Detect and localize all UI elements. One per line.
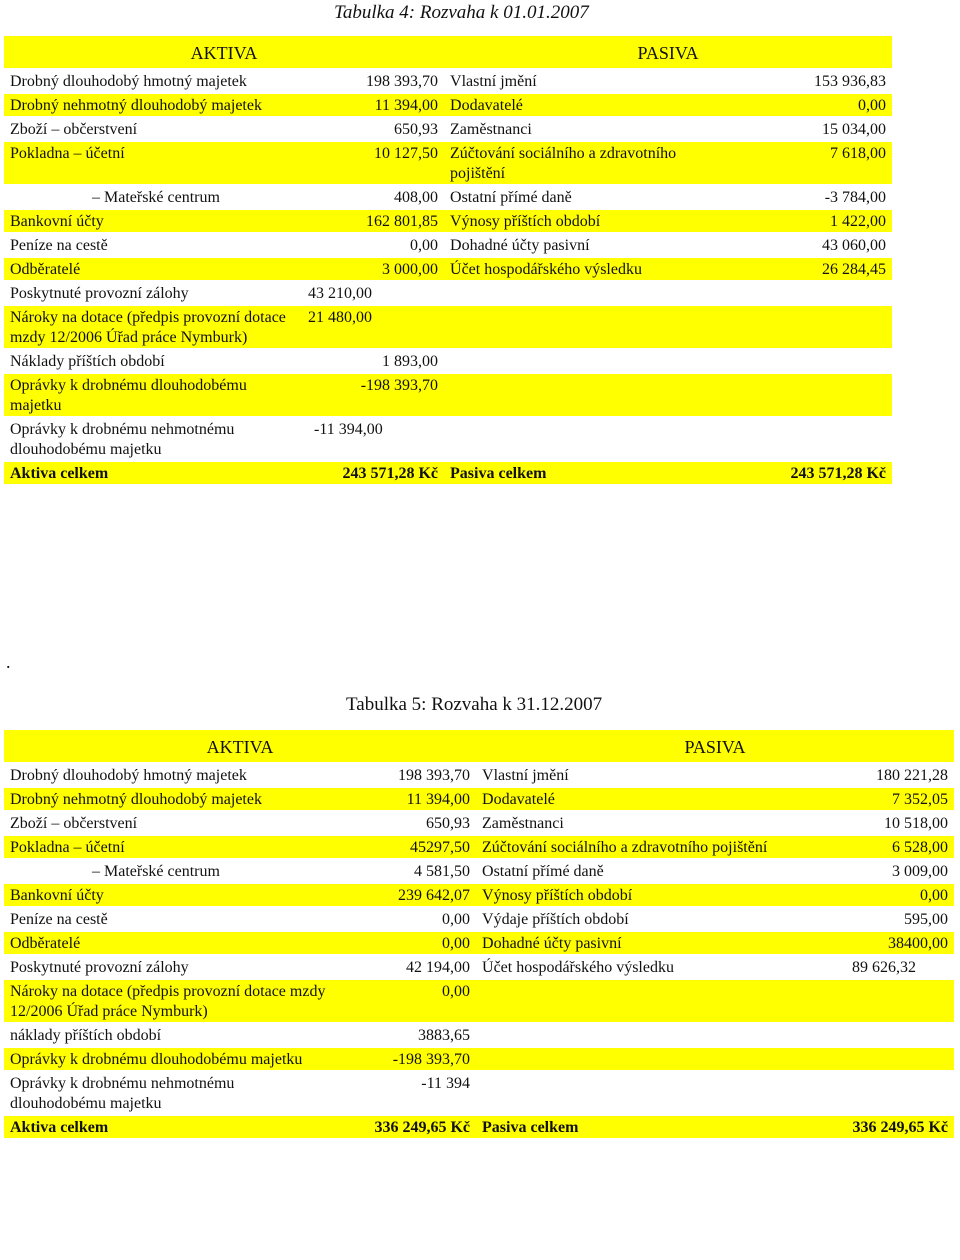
asset-value: -198 393,70 (334, 1048, 476, 1072)
liability-label: Dodavatelé (476, 788, 846, 812)
liability-label: Dodavatelé (444, 94, 744, 118)
asset-label: Pokladna – účetní (4, 836, 334, 860)
liability-label: Výnosy příštích období (444, 210, 744, 234)
asset-label: Odběratelé (4, 258, 294, 282)
assets-header: AKTIVA (4, 730, 476, 764)
asset-value: 198 393,70 (294, 70, 444, 94)
liability-label: Dohadné účty pasivní (476, 932, 846, 956)
liability-value: 0,00 (744, 94, 892, 118)
asset-label: Zboží – občerstvení (4, 812, 334, 836)
asset-value: 11 394,00 (334, 788, 476, 812)
liabilities-header: PASIVA (444, 36, 892, 70)
liability-label: Vlastní jmění (444, 70, 744, 94)
empty-cell (444, 350, 892, 374)
assets-total-value: 243 571,28 Kč (294, 462, 444, 486)
asset-label: Drobný dlouhodobý hmotný majetek (4, 764, 334, 788)
asset-value: 239 642,07 (334, 884, 476, 908)
asset-label: Drobný nehmotný dlouhodobý majetek (4, 94, 294, 118)
asset-value: 0,00 (334, 980, 476, 1024)
table4-caption: Tabulka 4: Rozvaha k 01.01.2007 (334, 2, 589, 23)
asset-label: Náklady příštích období (4, 350, 294, 374)
liability-value: 3 009,00 (846, 860, 954, 884)
asset-label: Nároky na dotace (předpis provozní dotace mzdy 12/2006 Úřad práce Nymburk) (4, 980, 334, 1024)
assets-total-value: 336 249,65 Kč (334, 1116, 476, 1140)
asset-value: 0,00 (294, 234, 444, 258)
asset-value: -11 394,00 (294, 418, 444, 462)
asset-value: 650,93 (334, 812, 476, 836)
asset-label: Bankovní účty (4, 210, 294, 234)
liability-label: Výdaje příštích období (476, 908, 846, 932)
asset-value: 11 394,00 (294, 94, 444, 118)
asset-value: 4 581,50 (334, 860, 476, 884)
asset-label: Drobný nehmotný dlouhodobý majetek (4, 788, 334, 812)
liability-value: 0,00 (846, 884, 954, 908)
empty-cell (476, 1048, 954, 1072)
liabilities-total-value: 336 249,65 Kč (846, 1116, 954, 1140)
liability-value: 180 221,28 (846, 764, 954, 788)
asset-value: 408,00 (294, 186, 444, 210)
liability-label: Zaměstnanci (476, 812, 846, 836)
liability-value: 10 518,00 (846, 812, 954, 836)
asset-label: Drobný dlouhodobý hmotný majetek (4, 70, 294, 94)
asset-label: – Mateřské centrum (4, 860, 334, 884)
table5-caption: Tabulka 5: Rozvaha k 31.12.2007 (346, 694, 603, 715)
asset-value: 42 194,00 (334, 956, 476, 980)
asset-value: 3883,65 (334, 1024, 476, 1048)
liabilities-total-label: Pasiva celkem (444, 462, 744, 486)
asset-value: 650,93 (294, 118, 444, 142)
asset-label: Pokladna – účetní (4, 142, 294, 186)
liabilities-total-label: Pasiva celkem (476, 1116, 846, 1140)
liability-label: Zúčtování sociálního a zdravotního pojištění (476, 836, 846, 860)
liability-value: 38400,00 (846, 932, 954, 956)
asset-label: Oprávky k drobnému dlouhodobému majetku (4, 374, 294, 418)
asset-label: náklady příštích období (4, 1024, 334, 1048)
asset-label: Poskytnuté provozní zálohy (4, 956, 334, 980)
empty-cell (444, 282, 892, 306)
liability-label: Ostatní přímé daně (476, 860, 846, 884)
liability-value: 7 352,05 (846, 788, 954, 812)
empty-cell (476, 1024, 954, 1048)
asset-label: Poskytnuté provozní zálohy (4, 282, 294, 306)
empty-cell (444, 306, 892, 350)
asset-label: Zboží – občerstvení (4, 118, 294, 142)
liability-label: Ostatní přímé daně (444, 186, 744, 210)
liability-label: Zaměstnanci (444, 118, 744, 142)
liability-value: 7 618,00 (744, 142, 892, 186)
asset-label: Oprávky k drobnému nehmotnému dlouhodobému majetku (4, 418, 294, 462)
liability-label: Dohadné účty pasivní (444, 234, 744, 258)
asset-label: Peníze na cestě (4, 234, 294, 258)
liabilities-header: PASIVA (476, 730, 954, 764)
asset-label: Bankovní účty (4, 884, 334, 908)
balance-sheet-table-2007-01 (4, 36, 892, 486)
liability-value: 1 422,00 (744, 210, 892, 234)
asset-label: Peníze na cestě (4, 908, 334, 932)
liability-value: 89 626,32 (846, 956, 954, 980)
liability-value: 6 528,00 (846, 836, 954, 860)
asset-label: Oprávky k drobnému dlouhodobému majetku (4, 1048, 334, 1072)
asset-value: 45297,50 (334, 836, 476, 860)
asset-value: 10 127,50 (294, 142, 444, 186)
empty-cell (444, 418, 892, 462)
liabilities-total-value: 243 571,28 Kč (744, 462, 892, 486)
separator-dot: . (6, 652, 11, 672)
assets-header: AKTIVA (4, 36, 444, 70)
liability-value: 43 060,00 (744, 234, 892, 258)
asset-value: 1 893,00 (294, 350, 444, 374)
liability-label: Účet hospodářského výsledku (444, 258, 744, 282)
assets-total-label: Aktiva celkem (4, 462, 294, 486)
asset-value: -11 394 (334, 1072, 476, 1116)
liability-value: 15 034,00 (744, 118, 892, 142)
liability-value: 153 936,83 (744, 70, 892, 94)
asset-value: 21 480,00 (294, 306, 444, 350)
asset-value: 43 210,00 (294, 282, 444, 306)
asset-value: 3 000,00 (294, 258, 444, 282)
liability-label: Zúčtování sociálního a zdravotního pojištění (444, 142, 744, 186)
asset-value: 162 801,85 (294, 210, 444, 234)
liability-value: -3 784,00 (744, 186, 892, 210)
asset-label: Odběratelé (4, 932, 334, 956)
empty-cell (476, 980, 954, 1024)
assets-total-label: Aktiva celkem (4, 1116, 334, 1140)
asset-label: Oprávky k drobnému nehmotnému dlouhodobému majetku (4, 1072, 334, 1116)
asset-value: 0,00 (334, 932, 476, 956)
liability-label: Vlastní jmění (476, 764, 846, 788)
asset-value: -198 393,70 (294, 374, 444, 418)
balance-sheet-table-2007-12 (4, 730, 954, 1140)
asset-value: 0,00 (334, 908, 476, 932)
liability-value: 26 284,45 (744, 258, 892, 282)
empty-cell (476, 1072, 954, 1116)
asset-value: 198 393,70 (334, 764, 476, 788)
liability-value: 595,00 (846, 908, 954, 932)
empty-cell (444, 374, 892, 418)
asset-label: – Mateřské centrum (4, 186, 294, 210)
asset-label: Nároky na dotace (předpis provozní dotace mzdy 12/2006 Úřad práce Nymburk) (4, 306, 294, 350)
liability-label: Účet hospodářského výsledku (476, 956, 846, 980)
liability-label: Výnosy příštích období (476, 884, 846, 908)
